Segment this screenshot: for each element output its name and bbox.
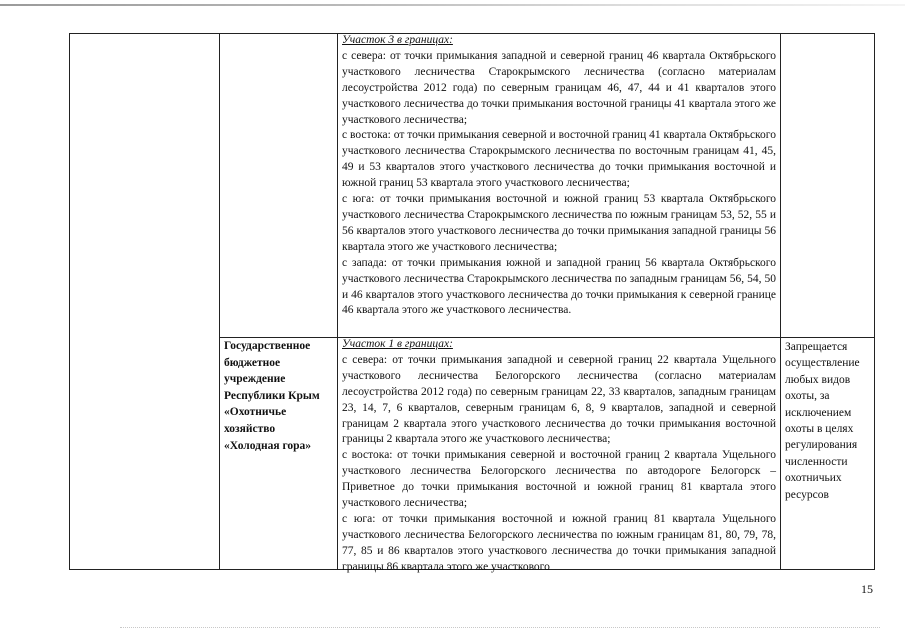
- section-1-cell: [342, 337, 776, 576]
- scan-edge-bottom: [120, 627, 880, 629]
- boundary-paragraph: с севера: от точки примыкания западной и северной границ 46 квартала Октябрьского участкового лесничества Старокрымского лесничества (согласно материалам лесоустройства 2012 года) по северным границам 46, 47, 44 и 41 кварталов этого участкового лесничества до точки примыкания восточной границы 41 квартала этого же участкового лесничества;: [342, 49, 776, 126]
- boundary-paragraph: с юга: от точки примыкания восточной и южной границ 53 квартала Октябрьского участкового лесничества Старокрымского лесничества по южным границам 53, 52, 55 и 56 кварталов этого участкового лесничества до точки примыкания западной границы 56 квартала этого же участкового лесничества;: [342, 193, 776, 253]
- section-3-cell: [342, 33, 776, 319]
- page-number: 15: [861, 582, 873, 596]
- scan-edge-top: [0, 4, 905, 6]
- boundary-paragraph: с запада: от точки примыкания южной и западной границ 56 квартала Октябрьского участкового лесничества Старокрымского лесничества по западным границам 56, 54, 50 и 46 кварталов этого участкового лесничества до точки примыкания к северной границе 46 квартала этого же участкового лесничества.: [342, 256, 776, 317]
- organization-name: Государственное бюджетное учреждение Республики Крым «Охотничье хозяйство «Холодная гора»: [224, 340, 320, 452]
- boundary-paragraph: с севера: от точки примыкания западной и северной границ 22 квартала Ущельного участкового лесничества Белогорского лесничества (согласно материалам лесоустройства 2012 года) по северным границам 22, 33 кварталов, западным границам 23, 14, 7, 6 кварталов, северным границам 6, 8, 9 кварталов, западной и северной границам 2 квартала этого участкового лесничества до точки примыкания восточной границы 2 квартала этого же участкового лесничества;: [342, 353, 776, 446]
- boundary-paragraph: с юга: от точки примыкания восточной и южной границ 81 квартала Ущельного участкового лесничества Белогорского лесничества по южным границам 81, 80, 79, 78, 77, 85 и 86 кварталов этого участкового лесничества до точки примыкания западной границы 86 квартала этого же участкового: [342, 512, 776, 573]
- hunting-restriction: Запрещается осуществление любых видов охоты, за исключением охоты в целях регулирования численности охотничьих ресурсов: [785, 341, 860, 501]
- boundary-paragraph: с востока: от точки примыкания северной и восточной границ 41 квартала Октябрьского участкового лесничества Старокрымского лесничества по восточным границам 41, 45, 49 и 53 кварталов этого участкового лесничества до точки примыкания восточной и южной границ 53 квартала этого участкового лесничества;: [342, 129, 776, 190]
- section-heading: Участок 3 в границах:: [342, 34, 453, 46]
- boundary-paragraph: с востока: от точки примыкания северной и восточной границ 2 квартала Ущельного участкового лесничества Белогорского лесничества по автодороге Белогорск – Приветное до точки примыкания восточной и южной границ 81 квартала этого участкового лесничества;: [342, 449, 776, 510]
- section-heading: Участок 1 в границах:: [342, 338, 453, 350]
